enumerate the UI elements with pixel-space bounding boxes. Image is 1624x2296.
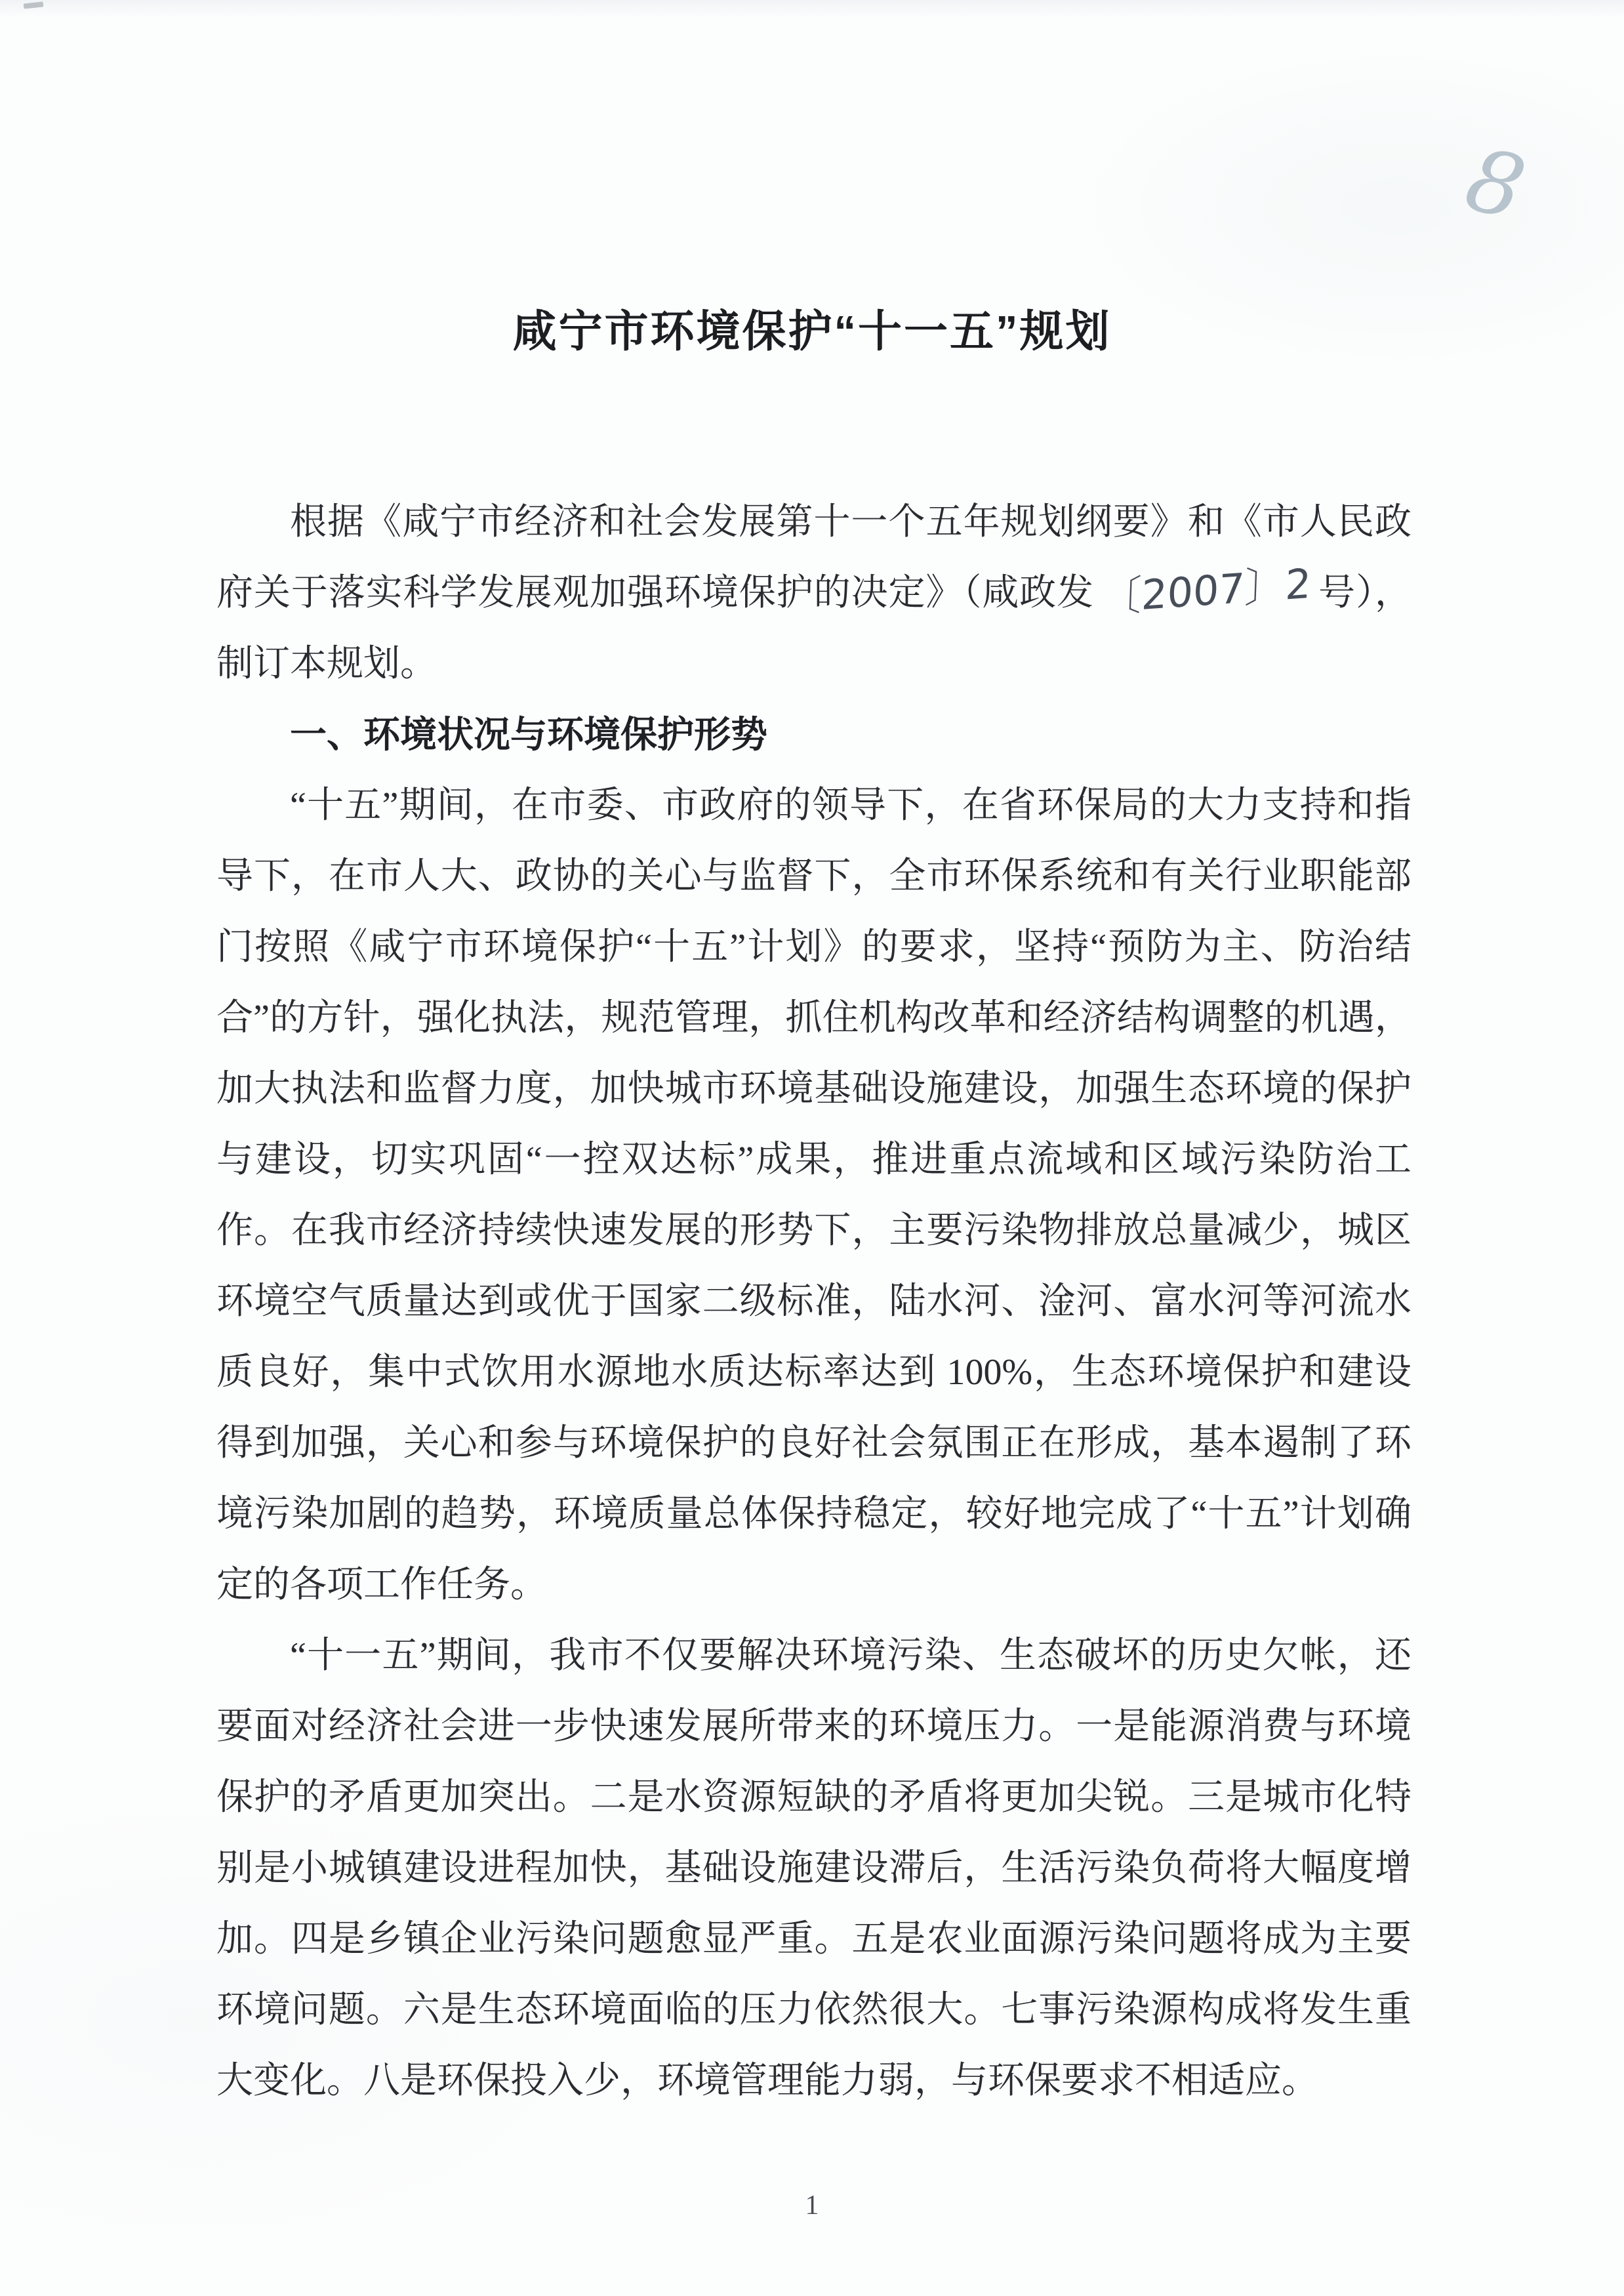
page-number: 1 [805,2190,819,2221]
scan-edge-artifact [24,1,44,9]
document-title: 咸宁市环境保护“十一五”规划 [512,307,1112,356]
paragraph-eleventh-five-challenges: “十一五”期间，我市不仅要解决环境污染、生态破坏的历史欠帐，还要面对经济社会进一步快速发展所带来的环境压力。一是能源消费与环境保护的矛盾更加突出。二是水资源短缺的矛盾将更加尖锐。三是城市化特别是小城镇建设进程加快，基础设施建设滞后，生活污染负荷将大幅度增加。四是乡镇企业污染问题愈显严重。五是农业面源污染问题将成为主要环境问题。六是生态环境面临的压力依然很大。七事污染源构成将发生重大变化。八是环保投入少，环境管理能力弱，与环保要求不相适应。 [216,1635,1411,2101]
document-body [216,487,1411,2116]
paragraph-tenth-five-review: “十五”期间，在市委、市政府的领导下，在省环保局的大力支持和指导下，在市人大、政协的关心与监督下，全市环保系统和有关行业职能部门按照《咸宁市环境保护“十五”计划》的要求，坚持“预防为主、防治结合”的方针，强化执法，规范管理，抓住机构改革和经济结构调整的机遇，加大执法和监督力度，加快城市环境基础设施建设，加强生态环境的保护与建设，切实巩固“一控双达标”成果，推进重点流域和区域污染防治工作。在我市经济持续快速发展的形势下，主要污染物排放总量减少，城区环境空气质量达到或优于国家二级标准，陆水河、淦河、富水河等河流水质良好，集中式饮用水源地水质达标率达到 100%，生态环境保护和建设得到加强，关心和参与环境保护的良好社会氛围正在形成，基本遏制了环境污染加剧的趋势，环境质量总体保持稳定，较好地完成了“十五”计划确定的各项工作任务。 [216,785,1411,1605]
section-one-heading: 一、环境状况与环境保护形势 [290,714,767,755]
handwritten-document-number: 〔2007〕2 [1100,559,1312,623]
intro-paragraph-text-after: 号），制订本规划。 [216,573,1412,684]
intro-paragraph [216,487,1411,699]
handwritten-page-annotation: 8 [1456,129,1535,240]
intro-paragraph-text-before: 根据《咸宁市经济和社会发展第十一个五年规划纲要》和《市人民政府关于落实科学发展观加强环境保护的决定》（咸政发 [216,502,1411,613]
